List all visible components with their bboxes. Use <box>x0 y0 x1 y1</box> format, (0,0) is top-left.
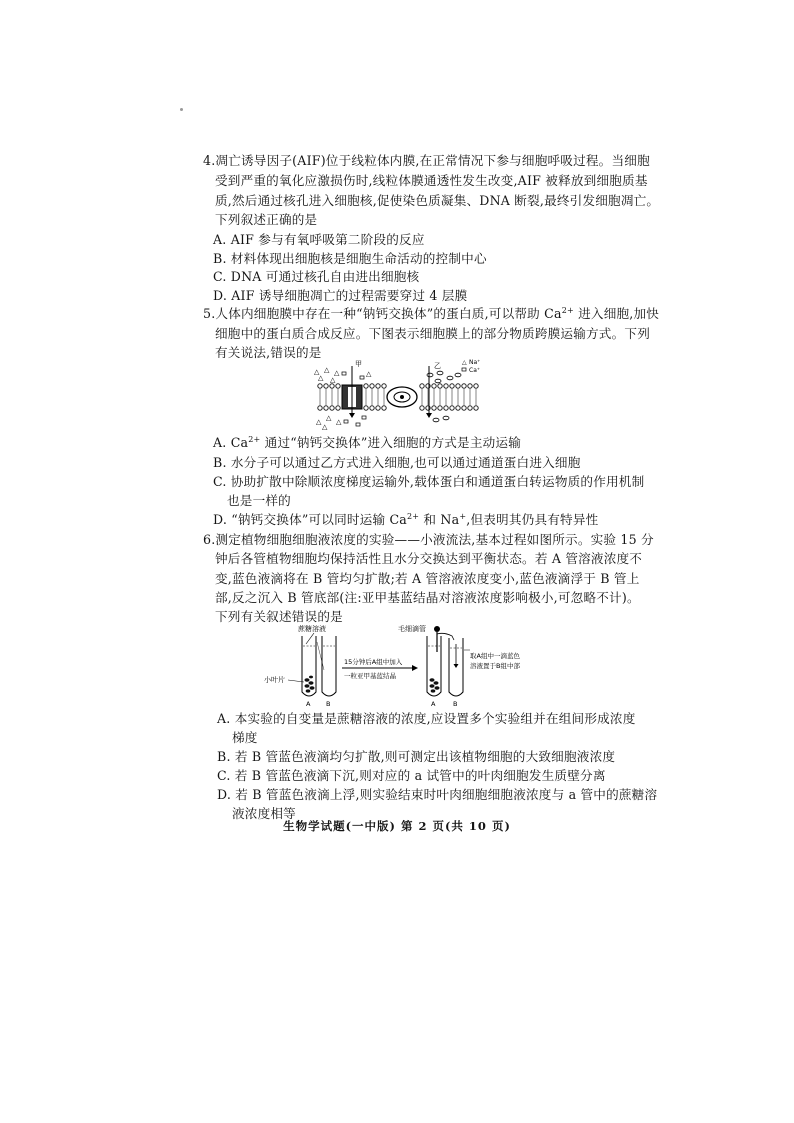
arrow-text-top: 15分钟后A组中加入 <box>344 658 403 666</box>
q6-stem-line-2: 钟后各管植物细胞均保持活性且水分交换达到平衡状态。若 A 管溶液浓度不 <box>215 551 643 566</box>
q5-option-d-text-a: D. “钠钙交换体”可以同时运输 Ca <box>213 512 408 527</box>
q5-stem-line-2: 细胞中的蛋白质合成反应。下图表示细胞膜上的部分物质跨膜运输方式。下列 <box>215 326 650 341</box>
page-footer: 生物学试题(一中版) 第 2 页(共 10 页) <box>283 819 511 833</box>
q4-stem-line-4: 下列叙述正确的是 <box>215 212 318 227</box>
label-sucrose: 蔗糖溶液 <box>298 625 326 633</box>
right-leaf-pieces <box>430 678 440 692</box>
q6-option-d-line-2: 液浓度相等 <box>232 806 296 821</box>
q4-option-a: A. AIF 参与有氧呼吸第二阶段的反应 <box>213 232 425 247</box>
svg-text:△: △ <box>324 366 330 374</box>
svg-text:△: △ <box>336 418 342 426</box>
q5-option-d-sup-1: 2+ <box>407 511 420 521</box>
svg-text:△: △ <box>330 376 336 384</box>
label-capillary: 毛细滴管 <box>398 625 426 633</box>
ovals <box>427 371 461 422</box>
q5-option-a-sup: 2+ <box>248 434 261 444</box>
q6-stem-line-4: 部,反之沉入 B 管底部(注:亚甲基蓝结晶对溶液浓度影响极小,可忽略不计)。 <box>215 590 640 605</box>
legend-ca: Ca⁺ <box>469 367 481 374</box>
svg-text:△: △ <box>322 423 328 430</box>
q4-option-b: B. 材料体现出细胞核是细胞生命活动的控制中心 <box>213 251 487 266</box>
q4-stem-line-2: 受到严重的氧化应激损伤时,线粒体膜通透性发生改变,AIF 被释放到细胞质基 <box>215 173 648 188</box>
tube-figure <box>262 622 562 708</box>
svg-text:△: △ <box>366 370 372 378</box>
q5-option-b: B. 水分子可以通过乙方式进入细胞,也可以通过通道蛋白进入细胞 <box>213 455 581 470</box>
q5-stem-sup: 2+ <box>561 305 574 315</box>
q6-option-a-line-1: A. 本实验的自变量是蔗糖溶液的浓度,应设置多个实验组并在组间形成浓度 <box>217 711 636 726</box>
q6-stem-line-1: 6.测定植物细胞细胞液浓度的实验——小液流法,基本过程如图所示。实验 15 分 <box>203 532 654 547</box>
right-note-2: 溶液置于B组中部 <box>470 662 520 670</box>
svg-text:△: △ <box>334 369 340 377</box>
q4-stem-line-3: 质,然后通过核孔进入细胞核,促使染色质凝集、DNA 断裂,最终引发细胞凋亡。 <box>215 193 660 208</box>
q6-option-c: C. 若 B 管蓝色液滴下沉,则对应的 a 试管中的叶肉细胞发生质壁分离 <box>217 768 606 783</box>
right-label-b: B <box>453 700 458 708</box>
left-label-a: A <box>306 700 311 708</box>
svg-text:△: △ <box>318 374 324 382</box>
q6-option-b: B. 若 B 管蓝色液滴均匀扩散,则可测定出该植物细胞的大致细胞液浓度 <box>217 749 616 764</box>
q5-option-c-line-1: C. 协助扩散中除顺浓度梯度运输外,载体蛋白和通道蛋白转运物质的作用机制 <box>213 474 645 489</box>
left-label-b: B <box>326 700 331 708</box>
legend-na: Na⁺ <box>469 359 481 366</box>
svg-text:△: △ <box>326 414 332 422</box>
q5-option-d-text-c: ,但表明其仍具有特异性 <box>466 512 599 527</box>
label-jia: 甲 <box>355 360 362 368</box>
svg-text:△: △ <box>316 418 322 426</box>
q6-option-a-line-2: 梯度 <box>232 730 258 745</box>
q5-stem-text-b: 进入细胞,加快 <box>573 306 660 321</box>
q5-option-a-text-b: 通过“钠钙交换体”进入细胞的方式是主动运输 <box>260 435 522 450</box>
q6-option-d-line-1: D. 若 B 管蓝色液滴上浮,则实验结束时叶肉细胞细胞液浓度与 a 管中的蔗糖溶 <box>217 787 658 802</box>
membrane-figure <box>312 358 512 430</box>
q5-stem-line-1 <box>203 305 659 323</box>
leaf-pieces <box>305 676 315 693</box>
q5-option-d-sup-2: + <box>459 511 467 521</box>
label-leaf: 小叶片 <box>264 676 285 684</box>
scan-dot <box>180 108 183 111</box>
q5-option-c-line-2: 也是一样的 <box>227 493 291 508</box>
q5-option-d-text-b: 和 Na <box>419 512 460 527</box>
left-tube-b <box>322 636 336 696</box>
q6-stem-line-3: 变,蓝色液滴将在 B 管均匀扩散;若 A 管溶液浓度变小,蓝色液滴浮于 B 管上 <box>215 571 640 586</box>
right-note-1: 取A组中一滴蓝色 <box>470 652 520 660</box>
q6-stem-line-5: 下列有关叙述错误的是 <box>215 609 343 624</box>
label-yi: 乙 <box>434 362 441 370</box>
arrow-text-bottom: 一粒亚甲基蓝结晶 <box>344 672 396 680</box>
right-label-a: A <box>431 700 436 708</box>
q4-stem-line-1: 4.凋亡诱导因子(AIF)位于线粒体内膜,在正常情况下参与细胞呼吸过程。当细胞 <box>203 153 650 168</box>
q4-option-d: D. AIF 诱导细胞凋亡的过程需要穿过 4 层膜 <box>213 288 468 303</box>
q5-stem-line-3: 有关说法,错误的是 <box>215 345 322 360</box>
q5-option-d <box>213 511 598 529</box>
q5-option-a <box>213 434 521 452</box>
q4-option-c: C. DNA 可通过核孔自由进出细胞核 <box>213 269 420 284</box>
q5-option-a-text-a: A. Ca <box>213 435 249 450</box>
q5-stem-text-a: 5.人体内细胞膜中存在一种“钠钙交换体”的蛋白质,可以帮助 Ca <box>203 306 562 321</box>
svg-text:△: △ <box>314 368 320 376</box>
legend-triangle: △ <box>462 359 467 366</box>
